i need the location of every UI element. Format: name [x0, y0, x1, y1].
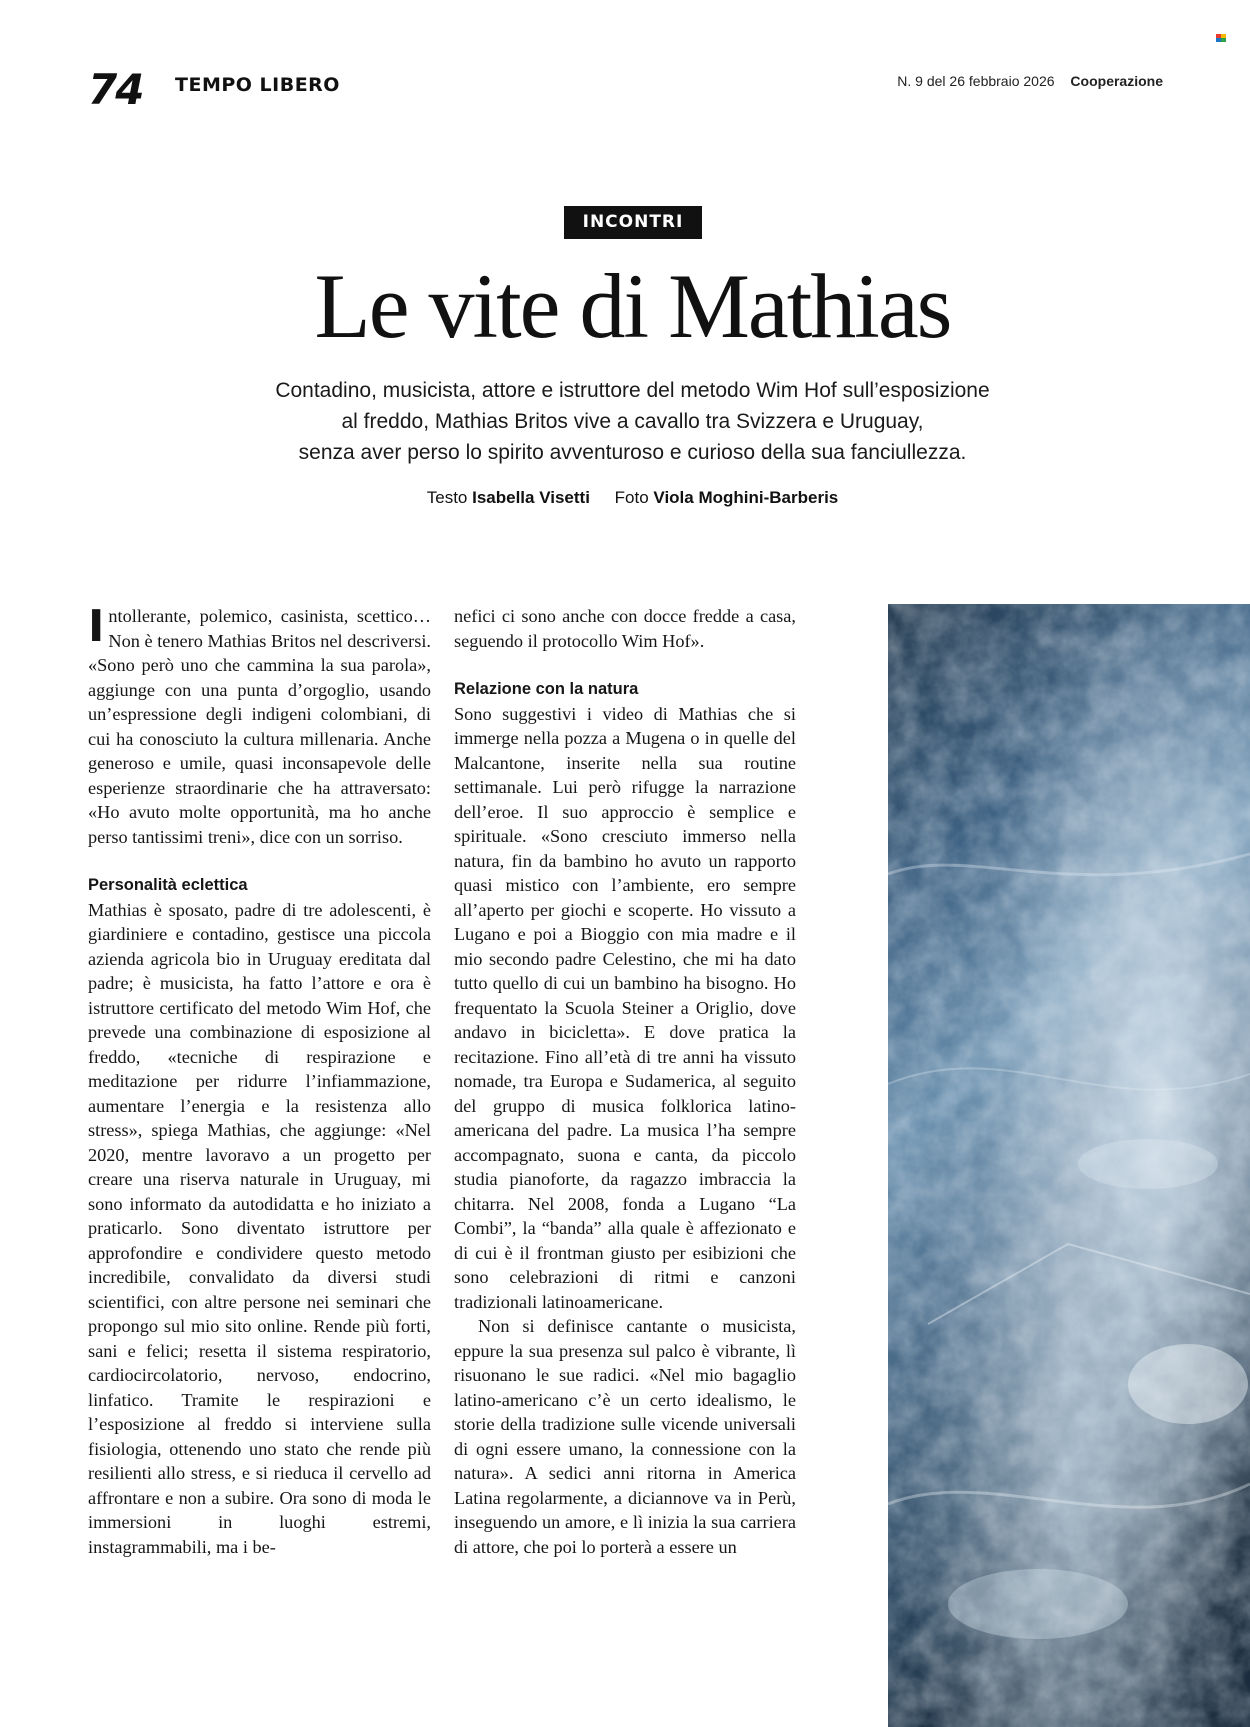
subheading: Relazione con la natura — [454, 680, 639, 698]
photo-label: Foto — [614, 488, 649, 507]
text-author: Isabella Visetti — [472, 488, 590, 507]
paragraph: Mathias è sposato, padre di tre adolescenti, è giardiniere e contadino, gestisce una piccola azienda agricola bio in Uruguay ereditata dal padre; è musicista, ha fatto l’attore e ora è istruttore certificato del metodo Wim Hof, che prevede una combinazione di esposizione al freddo, «tecniche di respirazione e meditazione per ridurre l’infiammazione, aumentare l’energia e la resistenza allo stress», spiega Mathias, che aggiunge: «Nel 2020, mentre lavoravo a un progetto per creare una riserva naturale in Uruguay, mi sono informato da autodidatta e ho iniziato a praticarlo. Sono diventato istruttore per approfondire e condividere questo metodo incredibile, convalidato da diversi studi scientifici, con altre persone nei seminari che propongo sul mio sito online. Rende più forti, sani e felici; resetta il sistema respiratorio, cardiocircolatorio, nervoso, endocrino, linfatico. Tramite le respirazioni e l’esposizione al freddo si interviene sulla fisiologia, ottenendo uno stato che rende più resilienti allo stress, e si rieduca il cervello ad affrontare e non a subire. Ora sono di moda le immersioni in luoghi estremi, instagrammabili, ma i be- — [88, 899, 431, 1557]
paragraph: Sono suggestivi i video di Mathias che si immerge nella pozza a Mugena o in quelle del Malcantone, inserite nella sua routine settimanale. Lui però rifugge la narrazione dell’eroe. Il suo approccio è semplice e spirituale. «Sono cresciuto immerso nella natura, fin da bambino ho avuto un rapporto quasi mistico con l’ambiente, ero sempre all’aperto per giochi e scoperte. Ho vissuto a Lugano e poi a Bioggio con mia madre e il mio secondo padre Celestino, che mi ha dato tutto quello di cui un bambino ha bisogno. Ho frequentato la Scuola Steiner a Origlio, dove andavo in bicicletta». E dove pratica la recitazione. Fino all’età di tre anni ha vissuto nomade, tra Europa e Sudamerica, al seguito del gruppo di musica folklorica latino-americana del padre. La musica l’ha sempre accompagnato, suona e canta, da piccolo studia pianoforte, da ragazzo imbraccia la chitarra. Nel 2008, fonda a Lugano “La Combi”, la “banda” alla quale è affezionato e di cui è il frontman giusto per esibizioni che sono celebrazioni di ritmi e canzoni tradizionali latinoamericane. — [454, 703, 796, 1312]
article-deck — [200, 375, 1065, 468]
color-logo-icon — [1216, 34, 1226, 42]
text-label: Testo — [426, 488, 468, 507]
ice-texture-image — [888, 604, 1250, 1727]
deck-line: senza aver perso lo spirito avventuroso e curioso della sua fanciullezza. — [298, 441, 967, 464]
ice-photo — [888, 604, 1250, 1727]
kicker-label: INCONTRI — [564, 206, 702, 239]
page-number: 74 — [88, 65, 143, 114]
paragraph — [88, 601, 431, 849]
issue-date: N. 9 del 26 febbraio 2026 — [897, 73, 1055, 89]
paragraph-text: ntollerante, polemico, casinista, scettico… Non è tenero Mathias Britos nel descriversi. «Sono però uno che cammina la sua parola», aggiunge con una punta d’orgoglio, usando un’espressione degli indigeni colombiani, di cui ha conosciuto la cultura millenaria. Anche generoso e umile, quasi inconsapevole delle esperienze straordinarie che ha attraversato: «Ho avuto molte opportunità, ma ho anche perso tantissimi treni», dice con un sorriso. — [88, 606, 431, 847]
byline — [0, 488, 1250, 508]
section-name: TEMPO LIBERO — [175, 74, 340, 96]
photo-author: Viola Moghini-Barberis — [653, 488, 839, 507]
paragraph: Non si definisce cantante o musicista, eppure la sua presenza sul palco è vibrante, lì risuonano le sue radici. «Nel mio bagaglio latino-americano c’è un certo idealismo, le storie della tradizione sulle vicende universali di ogni essere umano, la connessione con la natura». A sedici anni ritorna in America Latina regolarmente, a diciannove va in Perù, inseguendo un amore, e lì inizia la sua carriera di attore, che poi lo porterà a essere un — [454, 1316, 796, 1557]
deck-line: Contadino, musicista, attore e istruttore del metodo Wim Hof sull’esposizione — [275, 379, 990, 402]
article-title: Le vite di Mathias — [314, 255, 951, 357]
magazine-name: Cooperazione — [1070, 73, 1163, 89]
article-column-2 — [454, 604, 796, 1559]
article-column-1 — [88, 601, 431, 1559]
deck-line: al freddo, Mathias Britos vive a cavallo tra Svizzera e Uruguay, — [341, 410, 924, 433]
page-header — [88, 65, 1163, 114]
subheading: Personalità eclettica — [88, 876, 248, 894]
paragraph: nefici ci sono anche con docce fredde a casa, seguendo il protocollo Wim Hof». — [454, 606, 796, 651]
issue-info — [897, 73, 1163, 89]
drop-cap: I — [88, 601, 105, 652]
